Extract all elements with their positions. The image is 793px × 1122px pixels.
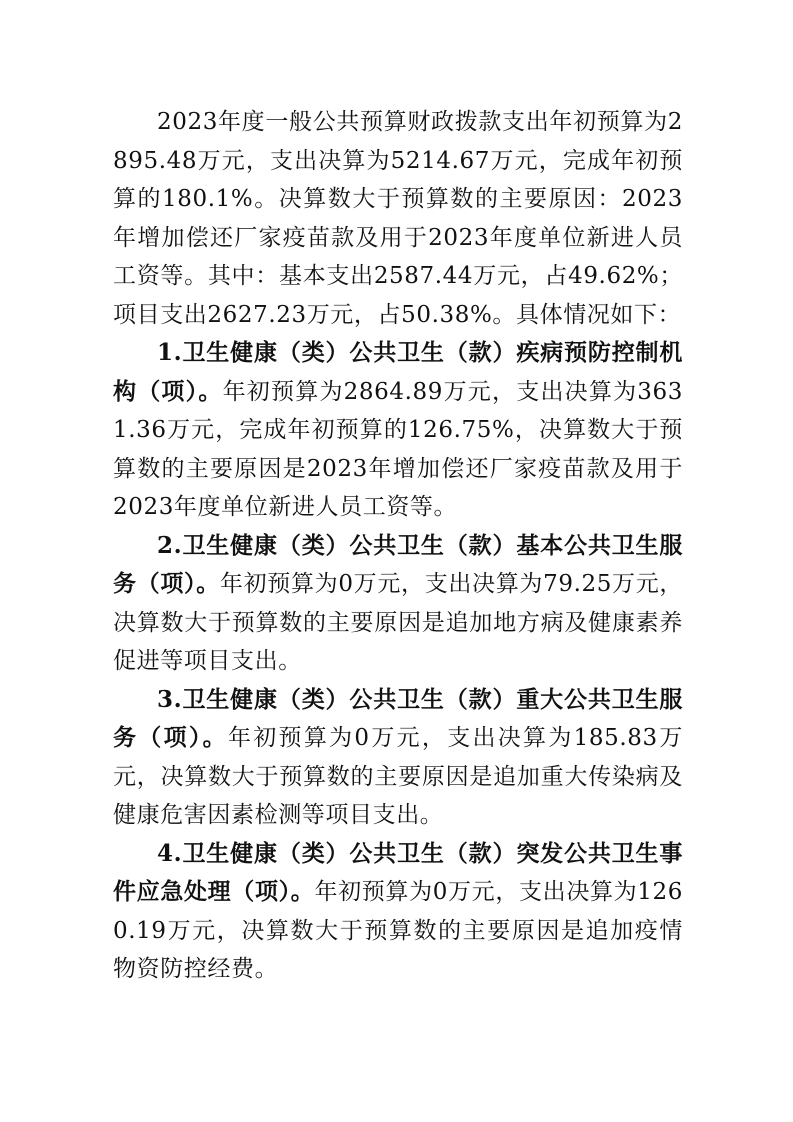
item-2-paragraph xyxy=(113,527,683,681)
paragraph-body: 年初预算为0万元，支出决算为79.25万元，决算数大于预算数的主要原因是追加地方病及健康素养促进等项目支出。 xyxy=(113,571,683,674)
item-1-paragraph xyxy=(113,334,683,527)
paragraph-heading: 3.卫生健康（类）公共卫生（款）重大公共卫生服务（项）。 xyxy=(113,685,683,751)
item-4-paragraph xyxy=(113,835,683,989)
paragraph-heading: 1.卫生健康（类）公共卫生（款）疾病预防控制机构（项）。 xyxy=(113,339,683,405)
intro-paragraph xyxy=(113,103,683,334)
document-page xyxy=(113,103,683,989)
paragraph-heading: 2.卫生健康（类）公共卫生（款）基本公共卫生服务（项）。 xyxy=(113,531,683,597)
paragraph-body: 年初预算为0万元，支出决算为185.83万元，决算数大于预算数的主要原因是追加重大传染病及健康危害因素检测等项目支出。 xyxy=(113,725,683,828)
paragraph-body: 2023年度一般公共预算财政拨款支出年初预算为2895.48万元，支出决算为5214.67万元，完成年初预算的180.1%。决算数大于预算数的主要原因：2023年增加偿还厂家疫苗款及用于2023年度单位新进人员工资等。其中：基本支出2587.44万元，占49.62%；项目支出2627.23万元，占50.38%。具体情况如下： xyxy=(113,109,683,328)
paragraph-heading: 4.卫生健康（类）公共卫生（款）突发公共卫生事件应急处理（项）。 xyxy=(113,839,683,905)
paragraph-body: 年初预算为2864.89万元，支出决算为3631.36万元，完成年初预算的126.75%，决算数大于预算数的主要原因是2023年增加偿还厂家疫苗款及用于2023年度单位新进人员工资等。 xyxy=(113,378,684,520)
paragraph-body: 年初预算为0万元，支出决算为1260.19万元，决算数大于预算数的主要原因是追加疫情物资防控经费。 xyxy=(113,879,683,982)
item-3-paragraph xyxy=(113,681,683,835)
